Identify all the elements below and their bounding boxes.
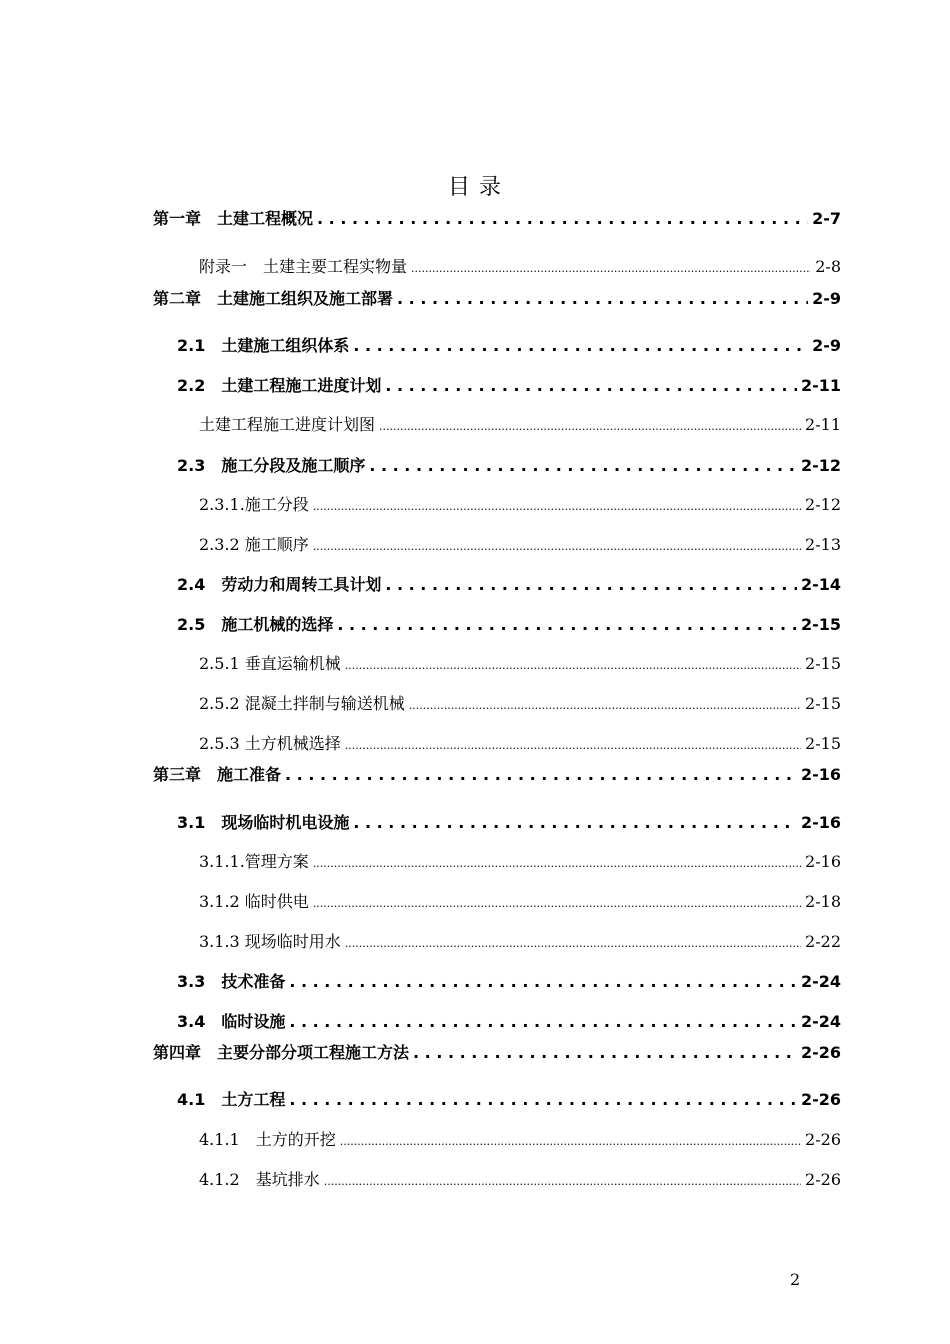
- toc-leader-dots: [324, 1170, 801, 1189]
- toc-leader-dots: [353, 336, 808, 355]
- toc-entry-appendix-1[interactable]: [199, 254, 841, 277]
- toc-entry-subsection-3-1-3[interactable]: [199, 929, 841, 952]
- toc-entry-page: 2-12: [805, 495, 841, 514]
- toc-entry-page: 2-26: [800, 1090, 841, 1109]
- toc-leader-dots: [313, 535, 801, 554]
- toc-leader-dots: [413, 1043, 797, 1062]
- toc-entry-page: 2-26: [805, 1170, 841, 1189]
- toc-entry-page: 2-24: [800, 1012, 841, 1031]
- toc-entry-section-2-5[interactable]: [177, 612, 841, 635]
- toc-leader-dots: [340, 1130, 801, 1149]
- toc-entry-page: 2-9: [812, 289, 841, 308]
- toc-entry-section-4-1[interactable]: [177, 1087, 841, 1110]
- toc-entry-label: 第三章 施工准备: [153, 765, 282, 784]
- toc-entry-label: 3.1.2 临时供电: [199, 892, 309, 911]
- toc-entry-page: 2-15: [800, 615, 841, 634]
- toc-entry-label: 第二章 土建施工组织及施工部署: [153, 289, 394, 308]
- toc-entry-schedule-chart[interactable]: [199, 412, 841, 435]
- toc-leader-dots: [337, 615, 797, 634]
- toc-entry-subsection-3-1-2[interactable]: [199, 889, 841, 912]
- toc-entry-page: 2-8: [815, 257, 841, 276]
- toc-leader-dots: [379, 415, 801, 434]
- toc-entry-label: 2.5 施工机械的选择: [177, 615, 334, 634]
- toc-entry-page: 2-7: [812, 209, 841, 228]
- toc-entry-page: 2-22: [805, 932, 841, 951]
- toc-entry-label: 4.1 土方工程: [177, 1090, 286, 1109]
- toc-entry-label: 4.1.1 土方的开挖: [199, 1130, 336, 1149]
- toc-leader-dots: [289, 1012, 797, 1031]
- toc-entry-subsection-2-5-2[interactable]: [199, 691, 841, 714]
- toc-entry-label: 3.1 现场临时机电设施: [177, 813, 350, 832]
- toc-entry-section-2-2[interactable]: [177, 373, 841, 396]
- toc-entry-label: 第一章 土建工程概况: [153, 209, 314, 228]
- toc-entry-label: 3.3 技术准备: [177, 972, 286, 991]
- toc-entry-page: 2-26: [805, 1130, 841, 1149]
- toc-entry-subsection-2-5-1[interactable]: [199, 651, 841, 674]
- toc-entry-label: 2.1 土建施工组织体系: [177, 336, 350, 355]
- toc-entry-page: 2-9: [812, 336, 841, 355]
- toc-leader-dots: [411, 257, 811, 276]
- toc-entry-label: 土建工程施工进度计划图: [199, 415, 376, 434]
- toc-entry-label: 附录一 土建主要工程实物量: [199, 257, 408, 276]
- toc-leader-dots: [345, 654, 801, 673]
- toc-entry-page: 2-16: [800, 813, 841, 832]
- toc-entry-label: 2.3.2 施工顺序: [199, 535, 309, 554]
- toc-entry-label: 2.2 土建工程施工进度计划: [177, 376, 382, 395]
- toc-entry-subsection-2-3-2[interactable]: [199, 532, 841, 555]
- toc-entry-label: 3.1.1.管理方案: [199, 852, 309, 871]
- toc-leader-dots: [385, 575, 797, 594]
- toc-entry-chapter-2[interactable]: [153, 286, 841, 309]
- toc-entry-subsection-2-3-1[interactable]: [199, 492, 841, 515]
- toc-entry-page: 2-13: [805, 535, 841, 554]
- toc-entry-label: 4.1.2 基坑排水: [199, 1170, 320, 1189]
- toc-entry-label: 3.1.3 现场临时用水: [199, 932, 341, 951]
- toc-leader-dots: [345, 932, 801, 951]
- toc-entry-section-3-4[interactable]: [177, 1009, 841, 1032]
- toc-entry-label: 3.4 临时设施: [177, 1012, 286, 1031]
- toc-entry-chapter-3[interactable]: [153, 762, 841, 785]
- toc-entry-page: 2-26: [800, 1043, 841, 1062]
- toc-entry-page: 2-16: [805, 852, 841, 871]
- toc-leader-dots: [353, 813, 797, 832]
- toc-leader-dots: [289, 1090, 797, 1109]
- toc-entry-section-2-3[interactable]: [177, 453, 841, 476]
- toc-leader-dots: [397, 289, 808, 308]
- toc-entry-page: 2-14: [800, 575, 841, 594]
- toc-entry-page: 2-11: [800, 376, 841, 395]
- toc-entry-chapter-4[interactable]: [153, 1040, 841, 1063]
- toc-leader-dots: [313, 852, 801, 871]
- toc-entry-section-2-1[interactable]: [177, 333, 841, 356]
- toc-leader-dots: [317, 209, 808, 228]
- toc-entry-label: 2.5.1 垂直运输机械: [199, 654, 341, 673]
- toc-leader-dots: [369, 456, 797, 475]
- toc-leader-dots: [409, 694, 801, 713]
- toc-leader-dots: [285, 765, 797, 784]
- toc-entry-section-2-4[interactable]: [177, 572, 841, 595]
- toc-leader-dots: [313, 892, 801, 911]
- toc-entry-page: 2-15: [805, 734, 841, 753]
- toc-entry-page: 2-12: [800, 456, 841, 475]
- page-number: 2: [790, 1270, 801, 1289]
- toc-entry-subsection-4-1-2[interactable]: [199, 1167, 841, 1190]
- toc-entry-section-3-3[interactable]: [177, 969, 841, 992]
- toc-entry-label: 2.3.1.施工分段: [199, 495, 309, 514]
- toc-entry-page: 2-24: [800, 972, 841, 991]
- toc-leader-dots: [385, 376, 797, 395]
- toc-leader-dots: [289, 972, 797, 991]
- toc-entry-label: 2.4 劳动力和周转工具计划: [177, 575, 382, 594]
- toc-entry-page: 2-18: [805, 892, 841, 911]
- toc-entry-label: 第四章 主要分部分项工程施工方法: [153, 1043, 410, 1062]
- toc-entry-subsection-4-1-1[interactable]: [199, 1127, 841, 1150]
- toc-leader-dots: [345, 734, 801, 753]
- toc-entry-subsection-2-5-3[interactable]: [199, 731, 841, 754]
- toc-entry-page: 2-11: [805, 415, 841, 434]
- toc-entry-label: 2.3 施工分段及施工顺序: [177, 456, 366, 475]
- toc-entry-page: 2-15: [805, 654, 841, 673]
- toc-entry-label: 2.5.3 土方机械选择: [199, 734, 341, 753]
- toc-entry-label: 2.5.2 混凝土拌制与输送机械: [199, 694, 405, 713]
- toc-title: 目 录: [448, 175, 502, 200]
- toc-leader-dots: [313, 495, 801, 514]
- toc-entry-section-3-1[interactable]: [177, 810, 841, 833]
- toc-entry-page: 2-15: [805, 694, 841, 713]
- toc-entry-subsection-3-1-1[interactable]: [199, 849, 841, 872]
- toc-entry-page: 2-16: [800, 765, 841, 784]
- toc-entry-chapter-1[interactable]: [153, 206, 841, 229]
